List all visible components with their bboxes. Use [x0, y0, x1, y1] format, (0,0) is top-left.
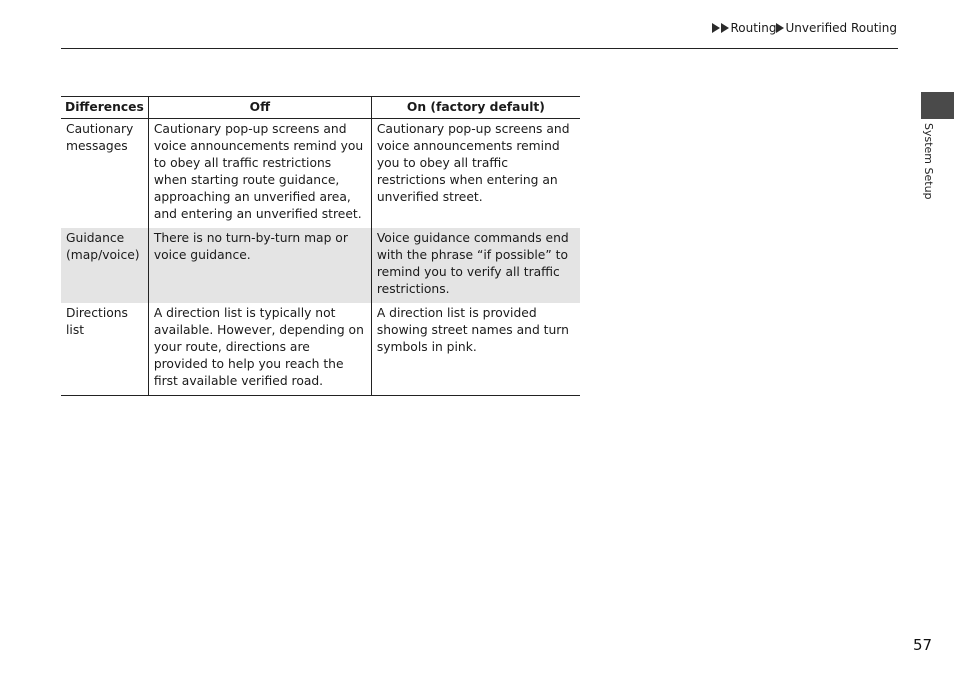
page-number: 57 [913, 636, 933, 654]
cell-on: A direction list is provided showing street names and turn symbols in pink. [371, 303, 580, 396]
column-header-off: Off [148, 97, 371, 119]
table-row [61, 119, 580, 229]
cell-on: Voice guidance commands end with the phrase “if possible” to remind you to verify all traffic restrictions. [371, 228, 580, 303]
section-tab-marker [921, 92, 954, 119]
table-header-row [61, 97, 580, 119]
breadcrumb-item-routing[interactable]: Routing [730, 21, 777, 35]
column-header-on: On (factory default) [371, 97, 580, 119]
row-label: Directions list [61, 303, 148, 396]
triangle-right-icon [776, 23, 784, 33]
triangle-right-icon [721, 23, 729, 33]
triangle-right-icon [712, 23, 720, 33]
section-tab-label: System Setup [922, 123, 935, 200]
breadcrumb-item-unverified-routing[interactable]: Unverified Routing [785, 21, 897, 35]
row-label: Cautionary messages [66, 122, 134, 153]
header-rule [61, 48, 898, 49]
differences-table [61, 96, 580, 396]
cell-off: Cautionary pop-up screens and voice announcements remind you to obey all traffic restrictions when starting route guidance, approaching an unverified area, and entering an unverified street. [148, 119, 371, 229]
cell-off: A direction list is typically not available. However, depending on your route, directions are provided to help you reach the first available verified road. [148, 303, 371, 396]
cell-on: Cautionary pop-up screens and voice announcements remind you to obey all traffic restrictions when entering an unverified street. [371, 119, 580, 229]
breadcrumb [712, 21, 897, 35]
table-row [61, 228, 580, 303]
row-label: Guidance (map/voice) [61, 228, 148, 303]
column-header-differences: Differences [61, 97, 148, 119]
table-row [61, 303, 580, 396]
cell-off: There is no turn-by-turn map or voice guidance. [148, 228, 371, 303]
